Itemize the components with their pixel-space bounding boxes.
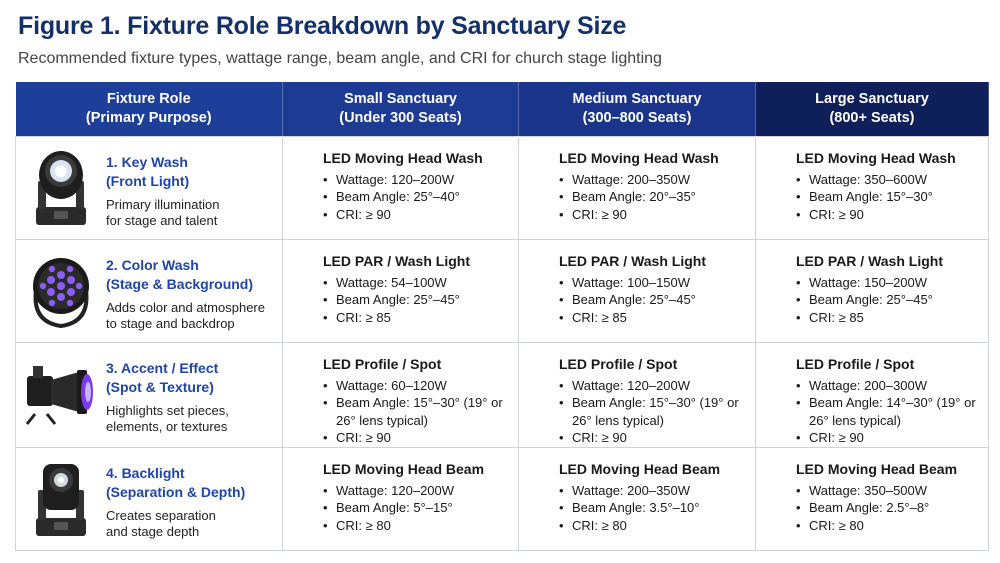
role-title-line: 1. Key Wash (106, 153, 188, 170)
header-line: (800+ Seats) (829, 109, 915, 126)
table-row (16, 136, 989, 239)
spec-item: • Beam Angle: 25°–40° (323, 188, 518, 206)
role-title-line: (Separation & Depth) (106, 483, 246, 500)
spec-item: • Beam Angle: 5°–15° (323, 499, 518, 517)
header-line: Large Sanctuary (815, 90, 929, 107)
spec-item: • CRI: ≥ 85 (796, 309, 988, 327)
spec-list (323, 377, 518, 447)
table-row (16, 447, 989, 550)
spec-list (796, 482, 988, 535)
spec-list (323, 171, 518, 224)
fixture-type: LED Moving Head Wash (323, 149, 483, 166)
spec (756, 137, 988, 224)
role-desc-line: Highlights set pieces, (106, 402, 229, 418)
spec (519, 448, 755, 535)
role-title (106, 256, 265, 294)
role-description (106, 300, 265, 332)
header-line: Fixture Role (106, 90, 191, 107)
figure-title: Figure 1. Fixture Role Breakdown by Sanctuary Size (18, 12, 627, 40)
spec-item: • Beam Angle: 15°–30° (19° or 26° lens typical) (323, 394, 518, 429)
spec-item: • Wattage: 200–350W (559, 482, 755, 500)
fixture-role-cell (16, 447, 283, 550)
spec-cell (283, 447, 519, 550)
spec-list (559, 274, 755, 327)
fixture-type: LED Moving Head Wash (559, 149, 719, 166)
spec-item: • CRI: ≥ 85 (323, 309, 518, 327)
fixture-image (16, 240, 106, 340)
spec-list (323, 482, 518, 535)
role-desc-line: to stage and backdrop (106, 315, 235, 331)
fixture-type: LED Profile / Spot (796, 355, 915, 372)
fixture-type: LED Profile / Spot (323, 355, 442, 372)
role-title (106, 359, 229, 397)
spec-cell (756, 447, 989, 550)
spec (756, 343, 988, 447)
role-title-line: 3. Accent / Effect (106, 359, 219, 376)
fixture-image (16, 448, 106, 548)
spec-cell (283, 239, 519, 342)
fixture-type: LED Moving Head Beam (796, 460, 958, 477)
spec-list (323, 274, 518, 327)
spec-item: • CRI: ≥ 80 (559, 517, 755, 535)
spec (519, 240, 755, 327)
spec-item: • CRI: ≥ 90 (323, 206, 518, 224)
spec-item: • Beam Angle: 15°–30° (19° or 26° lens typical) (559, 394, 755, 429)
fixture-role-cell (16, 342, 283, 447)
table-row (16, 342, 989, 447)
fixture-role (16, 343, 282, 447)
role-text (106, 240, 265, 332)
spec-cell (283, 136, 519, 239)
role-desc-line: Adds color and atmosphere (106, 299, 265, 315)
role-title-line: (Stage & Background) (106, 275, 254, 292)
fixture-type: LED Profile / Spot (559, 355, 678, 372)
spec-item: • Wattage: 100–150W (559, 274, 755, 292)
spec-cell (519, 447, 756, 550)
spec-item: • Beam Angle: 3.5°–10° (559, 499, 755, 517)
role-text (106, 137, 219, 229)
spec-cell (519, 239, 756, 342)
spec-list (559, 482, 755, 535)
spec-item: • Wattage: 350–500W (796, 482, 988, 500)
spec-item: • CRI: ≥ 90 (559, 206, 755, 224)
spec-cell (519, 342, 756, 447)
role-text (106, 448, 245, 540)
spec-item: • Wattage: 120–200W (323, 482, 518, 500)
spec-list (559, 171, 755, 224)
header-row (16, 82, 989, 136)
spec (756, 240, 988, 327)
spec-item: • CRI: ≥ 90 (796, 429, 988, 447)
header-line: Medium Sanctuary (572, 90, 702, 107)
spec (283, 137, 518, 224)
fixture-role-cell (16, 239, 283, 342)
spec-list (796, 171, 988, 224)
spec-cell (756, 342, 989, 447)
spec-item: • CRI: ≥ 80 (796, 517, 988, 535)
fixture-type: LED Moving Head Beam (323, 460, 485, 477)
spec-item: • Wattage: 150–200W (796, 274, 988, 292)
moving-head-beam-icon (30, 456, 92, 540)
figure-subtitle: Recommended fixture types, wattage range, beam angle, and CRI for church stage lighting (18, 50, 662, 67)
spec-item: • Wattage: 120–200W (323, 171, 518, 189)
spec (519, 343, 755, 447)
spec (283, 240, 518, 327)
fixture-image (16, 343, 106, 443)
fixture-role-cell (16, 136, 283, 239)
fixture-type: LED Moving Head Wash (796, 149, 956, 166)
profile-spot-icon (21, 358, 101, 428)
spec-item: • CRI: ≥ 90 (559, 429, 755, 447)
spec-cell (756, 136, 989, 239)
spec-item: • Beam Angle: 25°–45° (323, 291, 518, 309)
spec-item: • Beam Angle: 14°–30° (19° or 26° lens typical) (796, 394, 988, 429)
spec-item: • Beam Angle: 25°–45° (796, 291, 988, 309)
role-desc-line: elements, or textures (106, 418, 228, 434)
header-small-sanctuary (283, 82, 519, 136)
spec-item: • CRI: ≥ 90 (796, 206, 988, 224)
spec-list (796, 274, 988, 327)
role-desc-line: for stage and talent (106, 212, 218, 228)
header-fixture-role (16, 82, 283, 136)
fixture-image (16, 137, 106, 237)
role-title (106, 153, 219, 191)
spec-item: • Wattage: 350–600W (796, 171, 988, 189)
spec-cell (519, 136, 756, 239)
role-desc-line: Primary illumination (106, 196, 220, 212)
fixture-role (16, 448, 282, 550)
spec-cell (283, 342, 519, 447)
spec-item: • CRI: ≥ 80 (323, 517, 518, 535)
fixture-table (15, 82, 989, 551)
role-title-line: 2. Color Wash (106, 256, 199, 273)
role-description (106, 508, 245, 540)
led-par-icon (28, 250, 94, 330)
moving-head-wash-icon (30, 145, 92, 229)
header-large-sanctuary (756, 82, 989, 136)
header-line: (Primary Purpose) (85, 109, 212, 126)
role-description (106, 403, 229, 435)
role-title (106, 464, 245, 502)
fixture-type: LED Moving Head Beam (559, 460, 721, 477)
role-text (106, 343, 229, 435)
role-title-line: (Front Light) (106, 172, 190, 189)
spec (756, 448, 988, 535)
spec-item: • Wattage: 54–100W (323, 274, 518, 292)
spec-list (559, 377, 755, 447)
header-line: Small Sanctuary (344, 90, 457, 107)
fixture-type: LED PAR / Wash Light (559, 252, 706, 269)
spec-item: • Beam Angle: 2.5°–8° (796, 499, 988, 517)
spec (519, 137, 755, 224)
fixture-type: LED PAR / Wash Light (323, 252, 470, 269)
spec-item: • Wattage: 200–350W (559, 171, 755, 189)
header-medium-sanctuary (519, 82, 756, 136)
role-title-line: 4. Backlight (106, 464, 185, 481)
spec-item: • Wattage: 200–300W (796, 377, 988, 395)
spec-item: • CRI: ≥ 85 (559, 309, 755, 327)
fixture-role (16, 137, 282, 239)
role-title-line: (Spot & Texture) (106, 378, 214, 395)
role-description (106, 197, 219, 229)
spec-item: • Beam Angle: 15°–30° (796, 188, 988, 206)
fixture-role (16, 240, 282, 342)
fixture-type: LED PAR / Wash Light (796, 252, 943, 269)
spec (283, 343, 518, 447)
spec-item: • Wattage: 120–200W (559, 377, 755, 395)
spec-item: • Beam Angle: 25°–45° (559, 291, 755, 309)
spec-item: • Wattage: 60–120W (323, 377, 518, 395)
spec-cell (756, 239, 989, 342)
spec (283, 448, 518, 535)
spec-item: • Beam Angle: 20°–35° (559, 188, 755, 206)
table-row (16, 239, 989, 342)
role-desc-line: and stage depth (106, 523, 200, 539)
spec-list (796, 377, 988, 447)
header-line: (300–800 Seats) (582, 109, 692, 126)
role-desc-line: Creates separation (106, 507, 216, 523)
spec-item: • CRI: ≥ 90 (323, 429, 518, 447)
header-line: (Under 300 Seats) (339, 109, 462, 126)
